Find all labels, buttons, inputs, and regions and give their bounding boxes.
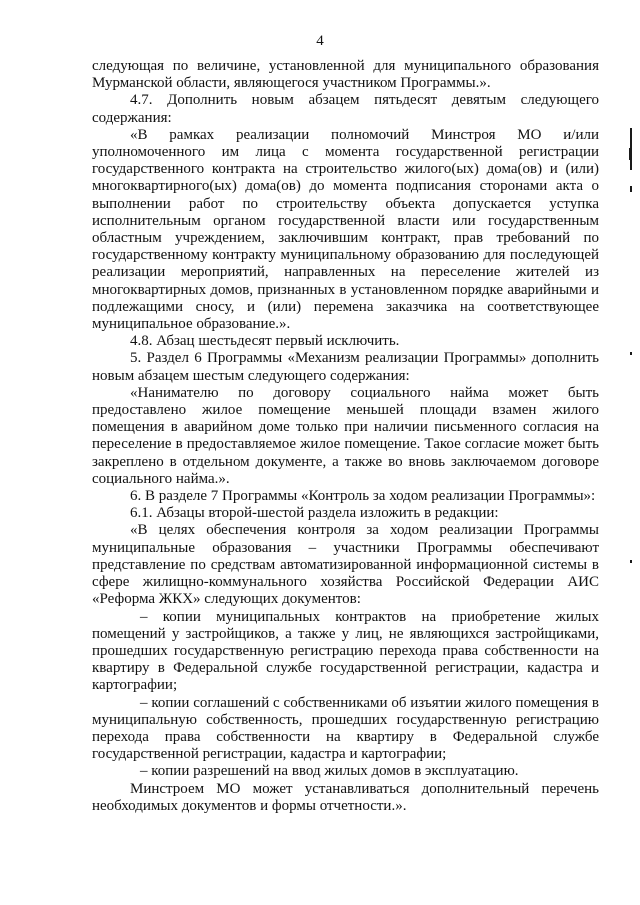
list-item: – копии муниципальных контрактов на приобретение жилых помещений у застройщиков, а также у лиц, не являющихся застройщиками, прошедших государственную регистрацию перехода права собственности на квартиру в Федеральной службе государственной регистрации, кадастра и картографии; — [92, 608, 599, 694]
list-item: – копии соглашений с собственниками об изъятии жилого помещения в муниципальную собственность, прошедших государственную регистрацию перехода права собственности на квартиру в Федеральной службе государственной регистрации, кадастра и картографии; — [92, 694, 599, 763]
list-item: – копии разрешений на ввод жилых домов в эксплуатацию. — [140, 763, 519, 780]
paragraph: 6. В разделе 7 Программы «Контроль за ходом реализации Программы»: — [130, 488, 596, 505]
page-number: 4 — [316, 33, 324, 49]
paragraph: «Нанимателю по договору социального найма может быть предоставлено жилое помещение меньшей площади взамен жилого помещения в аварийном доме только при наличии письменного согласия на переселение в предоставляемое жилое помещение. Такое согласие может быть закреплено в отдельном документе, а также во вновь заключаемом договоре социального найма.». — [92, 384, 599, 487]
scan-edge-mark — [630, 186, 632, 192]
paragraph: 4.7. Дополнить новым абзацем пятьдесят девятым следующего содержания: — [92, 92, 599, 126]
paragraph: Минстроем МО может устанавливаться дополнительный перечень необходимых документов и формы отчетности.». — [92, 780, 599, 814]
paragraph: «В рамках реализации полномочий Минстроя МО и/или уполномоченного им лица с момента государственной регистрации государственного контракта на строительство жилого(ых) дома(ов) и (или) многоквартирного(ых) дома(ов) до момента подписания сторонами акта о выполнении работ по строительству объекта допускается уступка исполнительным органом государственной власти или государственным областным учреждением, заключившим контракт, прав требований по государственному контракту муниципальному образованию для последующей реализации мероприятий, направленных на переселение жителей из многоквартирных домов, признанных в установленном порядке аварийными и подлежащими сносу, и (или) перемена заказчика на соответствующее муниципальное образование.». — [92, 126, 599, 333]
document-body — [92, 58, 599, 815]
scan-edge-mark — [630, 352, 632, 355]
scan-edge-mark — [629, 148, 632, 160]
paragraph: следующая по величине, установленной для муниципального образования Мурманской области, являющегося участником Программы.». — [92, 58, 599, 92]
paragraph: «В целях обеспечения контроля за ходом реализации Программы муниципальные образования – участники Программы обеспечивают представление по средствам автоматизированной информационной системы в сфере жилищно-коммунального хозяйства Российской Федерации АИС «Реформа ЖКХ» следующих документов: — [92, 522, 599, 608]
paragraph: 6.1. Абзацы второй-шестой раздела изложить в редакции: — [130, 505, 499, 522]
scan-edge-mark — [630, 560, 632, 563]
paragraph: 4.8. Абзац шестьдесят первый исключить. — [130, 333, 400, 350]
paragraph: 5. Раздел 6 Программы «Механизм реализации Программы» дополнить новым абзацем шестым следующего содержания: — [92, 350, 599, 384]
